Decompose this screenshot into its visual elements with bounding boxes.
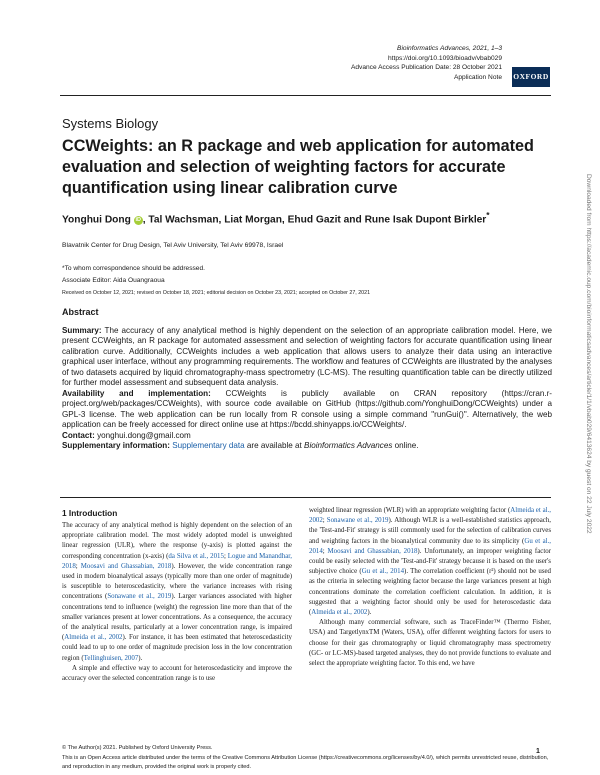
abstract bbox=[62, 307, 552, 452]
author-list bbox=[62, 208, 532, 227]
abstract-supplementary: Supplementary information: Supplementary data are available at Bioinformatics Advances online. bbox=[62, 441, 419, 450]
citation[interactable]: Almeida et al., 2002 bbox=[311, 609, 368, 617]
access-date: Advance Access Publication Date: 28 October 2021 bbox=[350, 64, 502, 71]
citation[interactable]: Almeida et al., 2002 bbox=[309, 507, 551, 525]
section-label: Systems Biology bbox=[62, 116, 159, 131]
citation[interactable]: Gu et al., 2014 bbox=[309, 537, 552, 555]
supplementary-link[interactable]: Supplementary data bbox=[172, 441, 245, 450]
intro-paragraph-2: A simple and effective way to account for heteroscedasticity and improve the accuracy over the selected concentration range is to use bbox=[62, 664, 292, 683]
journal-line: Bioinformatics Advances, 2021, 1–3 bbox=[397, 45, 502, 52]
author-first: Yonghui Dong bbox=[62, 214, 131, 226]
journal-header bbox=[351, 44, 502, 82]
citation[interactable]: Moosavi and Ghassabian, 2018 bbox=[80, 562, 172, 570]
correspondence-note: *To whom correspondence should be addressed. bbox=[62, 265, 205, 272]
download-watermark: Downloaded from https://academic.oup.com/bioinformaticsadvances/article/1/1/vbab029/6413624 by guest on 22 July 2022 bbox=[585, 174, 592, 534]
body-column-right bbox=[309, 506, 551, 669]
abstract-contact: Contact: yonghui.dong@gmail.com bbox=[62, 430, 191, 440]
affiliation: Blavatnik Center for Drug Design, Tel Aviv University, Tel Aviv 69978, Israel bbox=[62, 242, 284, 249]
abstract-summary: Summary: The accuracy of any analytical method is highly dependent on the selection of an appropriate calibration model. Here, we present CCWeights, an R package for automated assessment and selection of weighting factors for accurate quantification using linear calibration curve. Additionally, CCWeights includes a web application that allows users to analyze their data using an interactive graphical user interface, without any programming requirements. The workflow and features of CCWeights are illustrated by the analyses of two datasets acquired by liquid chromatography-mass spectrometry (LC-MS). The resulting quantification table can be directly utilized for further model assessment and subsequent data analysis. bbox=[62, 325, 552, 387]
page-number: 1 bbox=[536, 748, 540, 755]
paper-title: CCWeights: an R package and web application for automated evaluation and selection of weighting factors for accurate quantification using linear calibration curve bbox=[62, 137, 534, 197]
intro-paragraph-4: Although many commercial software, such as TraceFinder™ (Thermo Fisher, USA) and TargetlynxTM (Waters, USA), offer different weighting factors for users to choose for their gas chromatography or liquid chromatography mass spectrometry (GC- or LC-MS)-based targeted analyses, they do not provide functions to evaluate and select the appropriate weighting factor. To this end, we have bbox=[309, 619, 551, 668]
citation[interactable]: Almeida et al., 2002 bbox=[64, 634, 123, 642]
introduction-heading: 1 Introduction bbox=[62, 508, 118, 518]
abstract-rule bbox=[60, 497, 551, 498]
intro-paragraph-3: weighted linear regression (WLR) with an appropriate weighting factor (Almeida et al., 2002; Sonawane et al., 2019). Although WLR is a well-established statistics approach, the 'Test-and-Fit' strategy is still commonly used for the selection of calibration curves and weighting factors in the bioanalytical community due to its simplicity (Gu et al., 2014; Moosavi and Ghassabian, 2018). Unfortunately, an improper weighting factor could be easily selected with the 'Test-and-Fit' strategy because it is based on the user's subjective choice (Gu et al., 2014). The correlation coefficient (r²) should not be used as the criteria in selecting weighting factor because the large variances present at high concentrations dominate the correlation coefficient calculation. In addition, it is suggested that a weighting factor should only be used for heteroscedastic data (Almeida et al., 2002). bbox=[309, 507, 552, 617]
citation[interactable]: Gu et al., 2014 bbox=[361, 568, 405, 576]
citation[interactable]: Moosavi and Ghassabian, 2018 bbox=[327, 547, 418, 555]
doi-link[interactable]: https://doi.org/10.1093/bioadv/vbab029 bbox=[387, 54, 502, 62]
abstract-availability: Availability and implementation: CCWeights is publicly available on CRAN repository (https://cran.r-project.org/web/packages/CCWeights), with source code available on GitHub (https://github.com/YonghuiDong/CCWeights) under a GPL-3 license. The web application can be run locally from R console using a simple command "runGui()". Alternatively, the web application can be freely accessed for direct online use at https://bcdd.shinyapps.io/CCWeights/. bbox=[62, 388, 553, 429]
associate-editor: Associate Editor: Aida Ouangraoua bbox=[62, 277, 165, 284]
received-dates: Received on October 12, 2021; revised on October 18, 2021; editorial decision on October 23, 2021; accepted on October 27, 2021 bbox=[62, 290, 371, 296]
citation[interactable]: Sonawane et al., 2019 bbox=[326, 517, 389, 525]
orcid-icon[interactable]: iD bbox=[135, 217, 141, 224]
abstract-heading: Abstract bbox=[62, 307, 99, 317]
license-text: This is an Open Access article distributed under the terms of the Creative Commons Attribution License (https://creativecommons.org/licenses/by/4.0/), which permits unrestricted reuse, distribution, and reproduction in any medium, provided the original work is properly cited. bbox=[62, 755, 549, 770]
citation[interactable]: da Silva et al., 2015 bbox=[168, 552, 224, 560]
body-column-left bbox=[62, 521, 292, 684]
corresponding-marker: * bbox=[486, 210, 490, 220]
citation[interactable]: Logue and Manandhar, 2018 bbox=[62, 552, 293, 570]
copyright-line: © The Author(s) 2021. Published by Oxford University Press. bbox=[62, 745, 213, 751]
header-rule bbox=[60, 95, 551, 96]
intro-paragraph-1: The accuracy of any analytical method is highly dependent on the selection of an appropriate calibration model. The most widely adopted model is unweighted linear regression (ULR), where the response (y-axis) is plotted against the corresponding concentration (x-axis) (da Silva et al., 2015; Logue and Manandhar, 2018; Moosavi and Ghassabian, 2018). However, the wide concentration range used in modern bioanalytical assays (typically more than one order of magnitude) is susceptible to heteroscedasticity, where the variance increases with rising concentrations (Sonawane et al., 2019). Larger variances associated with higher concentrations tend to influence (weight) the regression line more than that of the smaller variances present at lower concentrations. As a consequence, the accuracy of the analytical results, particularly at a lower concentration range, is impaired (Almeida et al., 2002). For instance, it has been estimated that heteroscedasticity could lead to up to one order of magnitude precision loss in the low concentration region (Tellinghuisen, 2007). bbox=[62, 522, 293, 662]
citation[interactable]: Tellinghuisen, 2007 bbox=[83, 654, 139, 662]
oxford-logo: OXFORD bbox=[512, 67, 550, 87]
citation[interactable]: Sonawane et al., 2019 bbox=[107, 593, 172, 601]
author-rest: , Tal Wachsman, Liat Morgan, Ehud Gazit and Rune Isak Dupont Birkler bbox=[142, 214, 487, 226]
article-type: Application Note bbox=[453, 73, 502, 81]
